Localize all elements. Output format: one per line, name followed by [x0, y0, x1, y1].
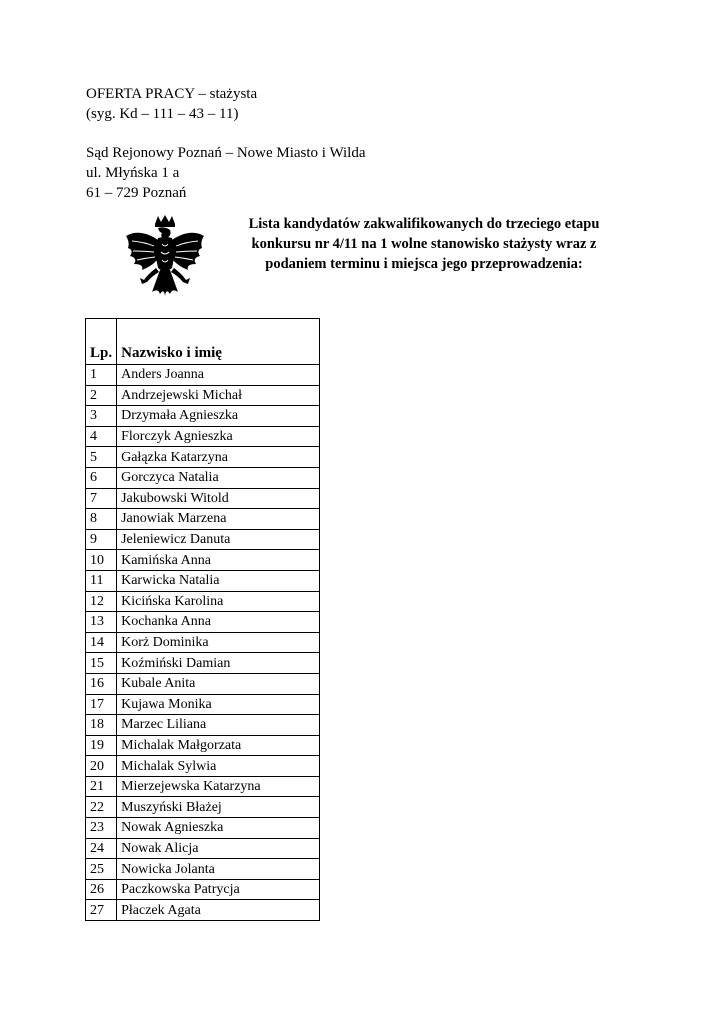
table-row [86, 570, 320, 591]
table-row [86, 735, 320, 756]
table-row [86, 488, 320, 509]
candidate-name: Korż Dominika [117, 632, 320, 653]
table-header-row [86, 319, 320, 365]
table-row [86, 365, 320, 386]
candidate-name: Kubale Anita [117, 673, 320, 694]
row-number: 7 [86, 488, 117, 509]
row-number: 4 [86, 426, 117, 447]
table-row [86, 715, 320, 736]
row-number: 14 [86, 632, 117, 653]
candidate-name: Paczkowska Patrycja [117, 879, 320, 900]
candidate-name: Karwicka Natalia [117, 570, 320, 591]
court-name: Sąd Rejonowy Poznań – Nowe Miasto i Wilda [86, 145, 366, 161]
table-row [86, 756, 320, 777]
row-number: 6 [86, 467, 117, 488]
column-header-name: Nazwisko i imię [117, 319, 320, 365]
row-number: 25 [86, 859, 117, 880]
court-city: 61 – 729 Poznań [86, 185, 187, 201]
candidate-name: Jakubowski Witold [117, 488, 320, 509]
candidate-name: Kicińska Karolina [117, 591, 320, 612]
table-row [86, 447, 320, 468]
row-number: 20 [86, 756, 117, 777]
row-number: 15 [86, 653, 117, 674]
candidate-name: Kujawa Monika [117, 694, 320, 715]
table-row [86, 653, 320, 674]
candidate-name: Kamińska Anna [117, 550, 320, 571]
candidate-name: Gałązka Katarzyna [117, 447, 320, 468]
row-number: 18 [86, 715, 117, 736]
row-number: 1 [86, 365, 117, 386]
court-street: ul. Młyńska 1 a [86, 165, 180, 181]
row-number: 21 [86, 776, 117, 797]
polish-eagle-emblem-icon [120, 214, 210, 310]
candidate-name: Nowak Alicja [117, 838, 320, 859]
table-row [86, 838, 320, 859]
candidate-name: Andrzejewski Michał [117, 385, 320, 406]
table-row [86, 797, 320, 818]
row-number: 19 [86, 735, 117, 756]
candidate-name: Janowiak Marzena [117, 509, 320, 530]
candidate-name: Florczyk Agnieszka [117, 426, 320, 447]
table-row [86, 900, 320, 921]
candidate-name: Koźmiński Damian [117, 653, 320, 674]
row-number: 23 [86, 818, 117, 839]
table-row [86, 426, 320, 447]
candidate-name: Nowak Agnieszka [117, 818, 320, 839]
offer-title: OFERTA PRACY – stażysta [86, 86, 258, 102]
document-header [86, 84, 366, 203]
row-number: 8 [86, 509, 117, 530]
candidate-name: Kochanka Anna [117, 612, 320, 633]
table-row [86, 673, 320, 694]
table-row [86, 776, 320, 797]
column-header-lp: Lp. [86, 319, 117, 365]
row-number: 10 [86, 550, 117, 571]
candidate-name: Jeleniewicz Danuta [117, 529, 320, 550]
table-row [86, 385, 320, 406]
table-row [86, 859, 320, 880]
table-row [86, 879, 320, 900]
table-row [86, 591, 320, 612]
table-row [86, 694, 320, 715]
table-row [86, 550, 320, 571]
row-number: 17 [86, 694, 117, 715]
table-row [86, 818, 320, 839]
list-title-line-1: Lista kandydatów zakwalifikowanych do trzeciego etapu [248, 216, 600, 232]
candidate-name: Anders Joanna [117, 365, 320, 386]
list-title-line-2: konkursu nr 4/11 na 1 wolne stanowisko stażysty wraz z [251, 236, 597, 252]
row-number: 16 [86, 673, 117, 694]
list-title-line-3: podaniem terminu i miejsca jego przeprowadzenia: [265, 256, 583, 272]
list-title [222, 214, 626, 274]
row-number: 2 [86, 385, 117, 406]
candidate-name: Drzymała Agnieszka [117, 406, 320, 427]
candidate-name: Michalak Małgorzata [117, 735, 320, 756]
table-body [86, 365, 320, 921]
row-number: 22 [86, 797, 117, 818]
candidate-name: Gorczyca Natalia [117, 467, 320, 488]
row-number: 24 [86, 838, 117, 859]
row-number: 3 [86, 406, 117, 427]
table-row [86, 529, 320, 550]
table-row [86, 612, 320, 633]
table-row [86, 509, 320, 530]
row-number: 26 [86, 879, 117, 900]
table-row [86, 632, 320, 653]
candidate-name: Marzec Liliana [117, 715, 320, 736]
reference-number: (syg. Kd – 111 – 43 – 11) [86, 106, 239, 122]
candidates-table [85, 318, 320, 921]
row-number: 13 [86, 612, 117, 633]
candidate-name: Płaczek Agata [117, 900, 320, 921]
table-row [86, 406, 320, 427]
candidate-name: Mierzejewska Katarzyna [117, 776, 320, 797]
candidate-name: Muszyński Błażej [117, 797, 320, 818]
candidate-name: Michalak Sylwia [117, 756, 320, 777]
row-number: 12 [86, 591, 117, 612]
row-number: 11 [86, 570, 117, 591]
table-row [86, 467, 320, 488]
candidate-name: Nowicka Jolanta [117, 859, 320, 880]
row-number: 9 [86, 529, 117, 550]
row-number: 5 [86, 447, 117, 468]
row-number: 27 [86, 900, 117, 921]
